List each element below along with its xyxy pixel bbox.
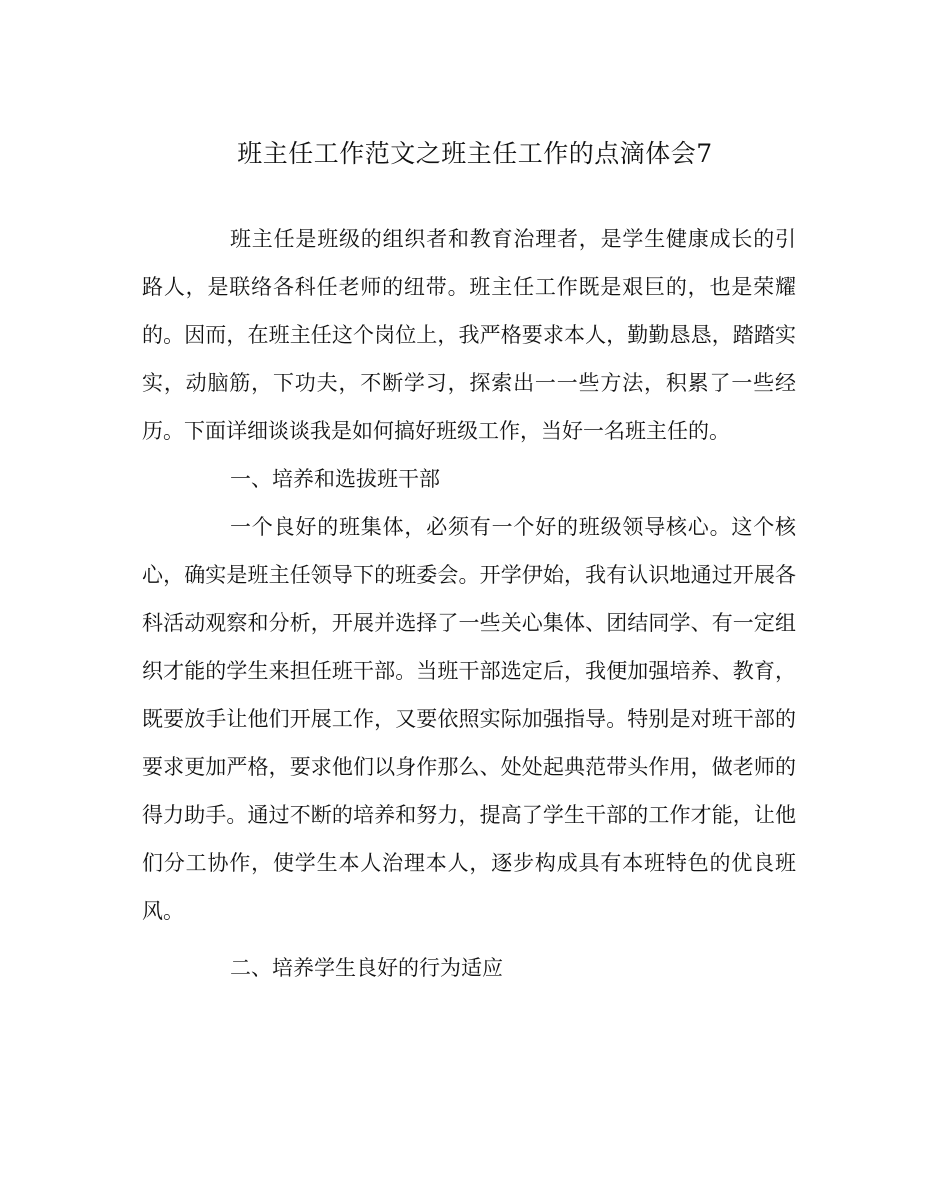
- document-body: [142, 215, 796, 992]
- paragraph-class-cadres: 一个良好的班集体，必须有一个好的班级领导核心。这个核心，确实是班主任领导下的班委会。开学伊始，我有认识地通过开展各科活动观察和分析，开展并选择了一些关心集体、团结同学、有一定组织才能的学生来担任班干部。当班干部选定后，我便加强培养、教育，既要放手让他们开展工作，又要依照实际加强指导。特别是对班干部的要求更加严格，要求他们以身作那么、处处起典范带头作用，做老师的得力助手。通过不断的培养和努力，提高了学生干部的工作才能，让他们分工协作，使学生本人治理本人，逐步构成具有本班特色的优良班风。: [142, 515, 796, 923]
- section-heading-1: 一、培养和选拔班干部: [230, 467, 440, 491]
- paragraph-intro: 班主任是班级的组织者和教育治理者，是学生健康成长的引路人，是联络各科任老师的纽带。班主任工作既是艰巨的，也是荣耀的。因而，在班主任这个岗位上，我严格要求本人，勤勤恳恳，踏踏实实，动脑筋，下功夫，不断学习，探索出一一些方法，积累了一些经历。下面详细谈谈我是如何搞好班级工作，当好一名班主任的。: [142, 227, 796, 443]
- section-heading-2: 二、培养学生良好的行为适应: [230, 956, 503, 980]
- document-title: 班主任工作范文之班主任工作的点滴体会7: [237, 139, 713, 168]
